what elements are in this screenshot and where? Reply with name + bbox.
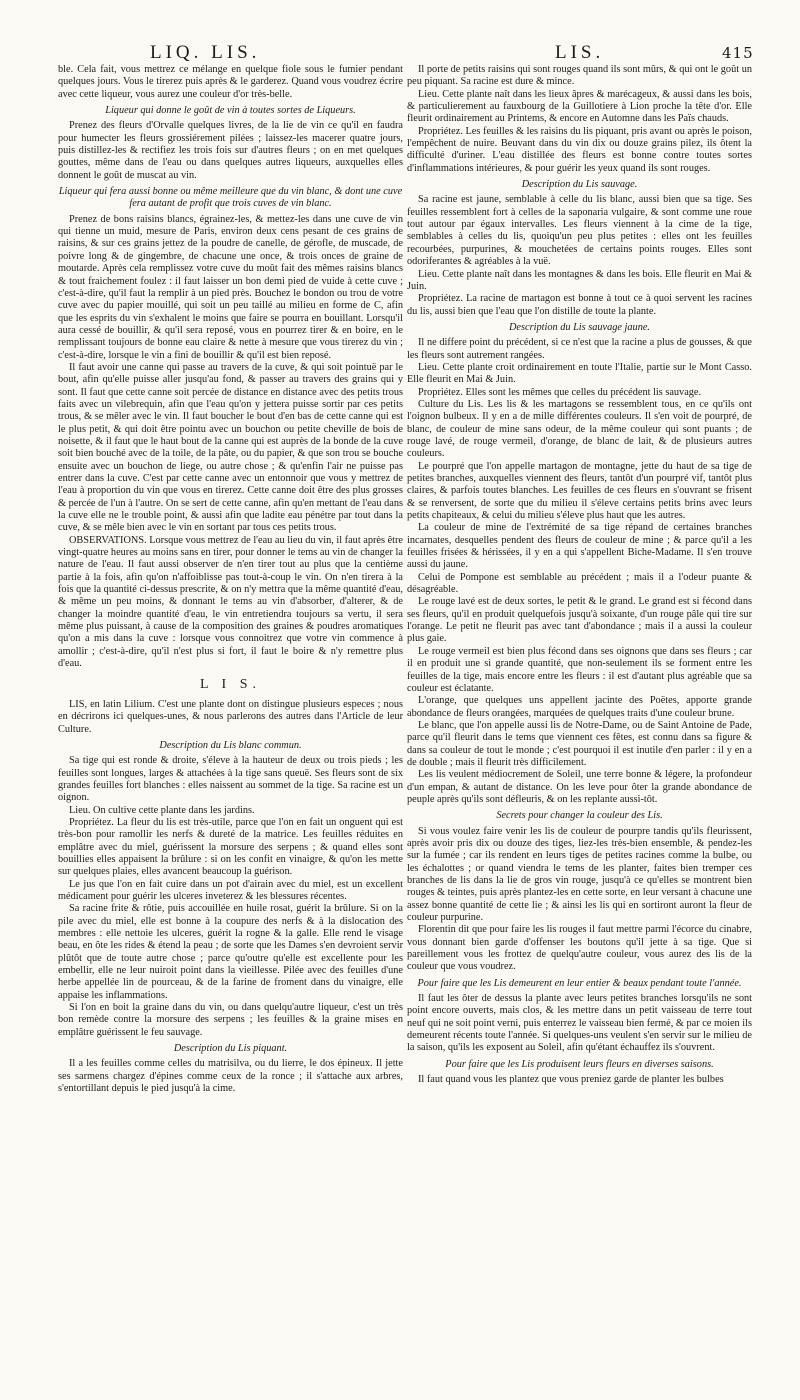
paragraph: LIS, en latin Lilium. C'est une plante dont on distingue plusieurs especes ; nous en décrirons ici quelques-unes, & nous parlerons des autres dans l'Article de leur Culture. xyxy=(58,698,403,735)
paragraph: Lieu. On cultive cette plante dans les jardins. xyxy=(69,804,255,816)
paragraph: Lieu. Cette plante naît dans les montagnes & dans les bois. Elle fleurit en Mai & Juin. xyxy=(407,268,752,292)
section-heading: Description du Lis blanc commun. xyxy=(159,739,302,751)
left-column xyxy=(58,64,403,1390)
page-number: 415 xyxy=(722,44,754,62)
paragraph: Le jus que l'on en fait cuire dans un pot d'airain avec du miel, est un excellent médicament pour guérir les ulceres inveterez & les blessures récentes. xyxy=(58,878,403,902)
paragraph: Il faut quand vous les plantez que vous preniez garde de planter les bulbes xyxy=(418,1074,724,1086)
paragraph: L'orange, que quelques uns appellent jacinte des Poëtes, apporte grande abondance de fleurs orangées, marquées de quelques traits d'une couleur brune. xyxy=(407,695,752,719)
paragraph: Propriétez. Elles sont les mêmes que celles du précédent lis sauvage. xyxy=(418,386,702,398)
paragraph: Il faut les ôter de dessus la plante avec leurs petites branches lorsqu'ils ne sont point encore ouverts, mais clos, & les mettre dans un petit vaisseau de terre tout neuf qui ne soit point verni, puis enterrez le vaisseau bien fermé, & par ce moien ils demeurent récents toute l'année. Si quelques-uns veulent s'en servir sur le milieu de la saison, qu'ils les exposent au Soleil, afin qu'étant échauffez ils s'ouvrent. xyxy=(407,993,752,1054)
paragraph: Celui de Pompone est semblable au précédent ; mais il a l'odeur puante & désagréable. xyxy=(407,571,752,596)
section-heading: Description du Lis piquant. xyxy=(173,1043,288,1055)
section-heading: Description du Lis sauvage. xyxy=(521,179,638,191)
paragraph: Il faut avoir une canne qui passe au travers de la cuve, & qui soit pointuë par le bout, afin qu'elle puisse aller jusqu'au fond, & passer au travers des grains qui y sont. Il faut que cette canne soit percée de distance en distance avec des petits trous faits avec un vilebrequin, afin que l'eau qu'on y jettera puisse sortir par ces petits trous, & se mêler avec le vin. Il faut boucher le bout d'en bas de cette canne qui est le plus petit, & qui doit être pointu avec un bouchon ou petite cheville de bois de noisette, & il faut que le haut bout de la canne qui est auprès de la bonde de la cuve soit bien bouché avec de la toile, de la pâte, ou du papier, & que son trou se bouche ensuite avec un bouchon de liege, ou autre chose ; & qu'enfin l'air ne puisse pas entrer dans la cuve. C'est par cette canne avec un entonnoir que vous y mettrez de l'eau à proportion du vin que vous en tirerez. Cette canne doit être des plus grosses & percée de l'un à l'autre. On se sert de cette canne, afin qu'en mettant de l'eau dans la cuve elle ne le trouble point, & aussi afin que ladite eau pénétre par tout dans la cuve, & se mêle bien avec le vin en sortant par tous ces petits trous. xyxy=(58,361,403,534)
right-column xyxy=(407,64,752,1390)
section-heading: Pour faire que les Lis demeurent en leur entier & beaux pendant toute l'année. xyxy=(417,977,742,989)
paragraph: Le pourpré que l'on appelle martagon de montagne, jette du haut de sa tige de petites branches, auxquelles viennent des fleurs, tantôt d'un pourpré vif, tantôt plus claires, & parfois toutes blanches. Les feuilles de ces fleurs en s'ouvrant se frisent & se renversent, de sorte que du milieu il s'éleve certains petits brins avec leurs petits chapiteaux, & celui du milieu s'éleve plus haut que les autres. xyxy=(407,460,752,522)
paragraph: Il ne differe point du précédent, si ce n'est que la racine a plus de gousses, & que les fleurs sont autrement rangées. xyxy=(407,337,752,361)
paragraph: Lieu. Cette plante croit ordinairement en toute l'Italie, partie sur le Mont Casso. Elle fleurit en Mai & Juin. xyxy=(407,361,752,386)
section-heading: Liqueur qui fera aussi bonne ou même meilleure que du vin blanc, & dont une cuve fera autant de profit que trois cuves de vin blanc. xyxy=(58,186,403,210)
article-heading: L I S. xyxy=(200,676,261,692)
paragraph: Si l'on en boit la graine dans du vin, ou dans quelqu'autre liqueur, c'est un très bon remède contre la morsure des serpens ; les feuilles & la graine mises en emplâtre guérissent le feu sauvage. xyxy=(58,1002,403,1038)
running-head-right: LIS. xyxy=(555,42,605,63)
paragraph: Le rouge lavé est de deux sortes, le petit & le grand. Le grand est si fécond dans ses fleurs, qu'il en produit quelquefois jusqu'à soixante, d'un rouge pâle qui tire sur l'orange. Le petit ne fleurit pas avec tant d'abondance ; mais il a aussi la couleur plus gaie. xyxy=(407,596,752,645)
paragraph: Prenez des fleurs d'Orvalle quelques livres, de la lie de vin ce qu'il en faudra pour humecter les fleurs grossiérement pilées ; laissez-les macerer quatre jours, puis distillez-les & rectifiez les trois fois sur d'autres fleurs ; on en met quelques gouttes, même dans de l'eau ou dans quelques autres liqueurs, auxquelles elles donnent le goût de muscat au vin. xyxy=(58,120,403,181)
paragraph: Sa tige qui est ronde & droite, s'éleve à la hauteur de deux ou trois pieds ; les feuilles sont longues, larges & attachées à la tige sans queuë. Ses fleurs sont de six grandes feuilles fort blanches : elles naissent au sommet de la tige. Sa racine est un oignon. xyxy=(58,755,403,804)
paragraph: La couleur de mine de l'extrémité de sa tige répand de certaines branches incarnates, desquelles pendent des fleurs de couleur de mine ; & parce qu'il a les feuilles frisées & hérissées, il y en a qui s'appellent Biche-Madame. Il s'en trouve aussi du jaune. xyxy=(407,522,752,571)
section-heading: Description du Lis sauvage jaune. xyxy=(509,321,650,333)
section-heading: Pour faire que les Lis produisent leurs fleurs en diverses saisons. xyxy=(445,1058,714,1070)
section-heading: Secrets pour changer la couleur des Lis. xyxy=(496,810,663,822)
paragraph: Sa racine frite & rôtie, puis accouillée en huile rosat, guérit la brûlure. Si on la pile avec du miel, elle est bonne à la coupure des nerfs & à la dislocation des membres : elle nettoie les ulceres, guérit la rogne & la galle. Elle rend le visage beau, en ôte les rides & étend la peau ; de sorte que les Dames s'en devroient servir plûtôt que de toute autre chose ; parce qu'outre qu'elle est excellente pour les embellir, elle ne leur nuiroit point dans la vieillesse. Pilée avec des feuilles d'une herbe appellée lin de pourceau, & de la farine de froment dans du vinaigre, elle appaise les inflammations. xyxy=(58,903,403,1001)
paragraph: ble. Cela fait, vous mettrez ce mélange en quelque fiole sous le fumier pendant quelques jours. Vous le tirerez puis après & le garderez. Quand vous voudrez écrire avec cette liqueur, vous aurez une couleur d'or très-belle. xyxy=(58,64,403,100)
paragraph: Propriétez. La racine de martagon est bonne à tout ce à quoi servent les racines du lis, aussi bien que l'eau que l'on distille de toute la plante. xyxy=(407,293,752,317)
paragraph: Il porte de petits raisins qui sont rouges quand ils sont mûrs, & qui ont le goût un peu piquant. Sa racine est dure & mince. xyxy=(407,64,752,88)
paragraph: Il a les feuilles comme celles du matrisilva, ou du lierre, le dos épineux. Il jette ses sarmens chargez d'épines comme ceux de la ronce ; il s'attache aux arbres, s'entortillant depuis le pied jusqu'à la cime. xyxy=(58,1058,403,1095)
paragraph: OBSERVATIONS. Lorsque vous mettrez de l'eau au lieu du vin, il faut après être vingt-quatre heures au moins sans en tirer, pour donner le tems au vin de changer la nature de l'eau. Il faut aussi observer de n'en tirer tout au plus que la centième partie à la fois, afin qu'on n'affoiblisse pas tout-à-coup le vin. On n'en tirera à la fois que la quantité ci-dessus prescrite, & on n'y mettra que la même quantité d'eau, & même un peu moins, & donnant le tems au vin d'absorber, d'alterer, & de changer la moindre quantité d'eau, le vin entretiendra toujours sa vertu, il sera même plus puissant, à cause de la composition des graines & poudres aromatiques qu'on a mis dans la cuve : lorsque vous connoitrez que votre vin commence à amollir ; c'est-à-dire, qu'il n'est plus si fort, il faut le boire & n'y remettre plus d'eau. xyxy=(58,534,403,670)
paragraph: Le rouge vermeil est bien plus fécond dans ses oignons que dans ses fleurs ; car il en produit une si grande quantité, que non-seulement ils se forment entre les feuilles de la tige, mais encore entre les fleurs : il est d'autant plus agréable que sa couleur est éclatante. xyxy=(407,645,752,694)
paragraph: Le blanc, que l'on appelle aussi lis de Notre-Dame, ou de Saint Antoine de Pade, parce qu'il fleurit dans le tems que viennent ces fêtes, est connu dans sa figure & dans sa couleur de tout le monde ; c'est pourquoi il est inutile d'en parler : il y en a de double ; mais il fleurit très difficilement. xyxy=(407,719,752,768)
paragraph: Prenez de bons raisins blancs, égrainez-les, & mettez-les dans une cuve de vin qui tienne un muid, mesure de Paris, environ deux cens pesant de ces grains de raisins, & sur ces grains jettez de la poudre de canelle, de gérofle, de muscade, de poivre long & de gingembre, de chacune une once, & trois onces de graine de moutarde. Après cela remplissez votre cuve du moût fait des mêmes raisins blancs & tout fraichement foulez : il faut laisser un bon demi pied de vuide à cette cuve ; c'est-à-dire, qu'il faut la remplir à un pied près. Bouchez le bondon ou trou de votre cuve avec du papier mouillé, qui soit un peu taillé au milieu en forme de C, afin que les esprits du vin s'exhalent le moins que faire se pourra en bouillant. Lorsqu'il aura cessé de bouillir, & qu'il sera reposé, vous en pourrez tirer & en boire, en le remplissant toujours de bonne eau claire & nette à mesure que vous tirerez du vin ; c'est-à-dire, lorsque le vin a fini de bouillir & qu'il est bien reposé. xyxy=(58,213,403,361)
paragraph: Les lis veulent médiocrement de Soleil, une terre bonne & légere, la profondeur d'un empan, & autant de distance. On les leve pour ôter la grande abondance de peuple après qu'ils sont défleuris, & on les replante aussi-tôt. xyxy=(407,769,752,805)
paragraph: Propriétez. La fleur du lis est très-utile, parce que l'on en fait un onguent qui est très-bon pour ramollir les nerfs & dureté de la matrice. Les feuilles réduites en emplâtre avec du miel, guérissent la morsure des serpens ; & quand elles sont bouillies elles appaisent la brûlure : si on les confit en vinaigre, & qu'on les mette sur quelques plaies, elles avancent beaucoup la guérison. xyxy=(58,816,403,878)
paragraph: Propriétez. Les feuilles & les raisins du lis piquant, pris avant ou après le poison, l'empêchent de nuire. Beuvant dans du vin dix ou douze grains pilez, ils ôtent la difficulté d'uriner. L'eau distillée des fleurs est bonne contre toutes sortes d'inflammations intérieures, & pour guérir les yeux quand ils sont rouges. xyxy=(407,125,752,174)
paragraph: Lieu. Cette plante naît dans les lieux âpres & marécageux, & aussi dans les bois, & particulierement au fauxbourg de la Guillotiere à Lion proche la tête d'or. Elle fleurit ordinairement au Printems, & encore en Automne dans les Païs chauds. xyxy=(407,88,752,125)
paragraph: Culture du Lis. Les lis & les martagons se ressemblent tous, en ce qu'ils ont l'oignon bulbeux. Il y en a de mille différentes couleurs. Il s'en voit de pourpré, de blanc, de couleur de mine sans odeur, de la même couleur qui sont puants ; de rouge lavé, de rouge vermeil, d'orange, de blanc de lait, & de plusieurs autres couleurs. xyxy=(407,398,752,460)
paragraph: Florentin dit que pour faire les lis rouges il faut mettre parmi l'écorce du cinabre, vous donnant bien garde d'offenser les boutons qu'il jette à sa tige. Que si pareillement vous les frottez de quelqu'autre couleur, vous aurez des lis de la couleur que vous voudrez. xyxy=(407,924,752,973)
section-heading: Liqueur qui donne le goût de vin à toutes sortes de Liqueurs. xyxy=(105,105,356,117)
paragraph: Sa racine est jaune, semblable à celle du lis blanc, aussi bien que sa tige. Ses feuilles ressemblent fort à celles de la saponaria vulgaire, & sont comme une roue tout autour par égaux intervalles. Les fleurs viennent à la cime de la tige, semblables à celles du lis, quoiqu'un peu plus petites : elles ont les feuilles recourbées, purpurines, & mouchetées de certains points rouges. Elles sont odoriferantes & agréables à la vuë. xyxy=(407,194,752,268)
paragraph: Si vous voulez faire venir les lis de couleur de pourpre tandis qu'ils fleurissent, après avoir pris dix ou douze des tiges, liez-les très-bien ensemble, & pendez-les sur la fumée ; car ils rendent en leurs tiges de petites racines comme la bulbe, ou les échalottes ; or quand viendra le tems de les planter, faites bien tremper ces branches de lis dans la lie de gros vin rouge, jusqu'à ce qu'elles se montrent bien rouges & teintes, puis après plantez-les en cette sorte, en leur versant à chacune une assez bonne quantité de cette lie ; & ainsi les lis qui en sortiront auront la fleur de couleur purpurine. xyxy=(407,825,752,924)
running-head-left: LIQ. LIS. xyxy=(150,42,261,63)
